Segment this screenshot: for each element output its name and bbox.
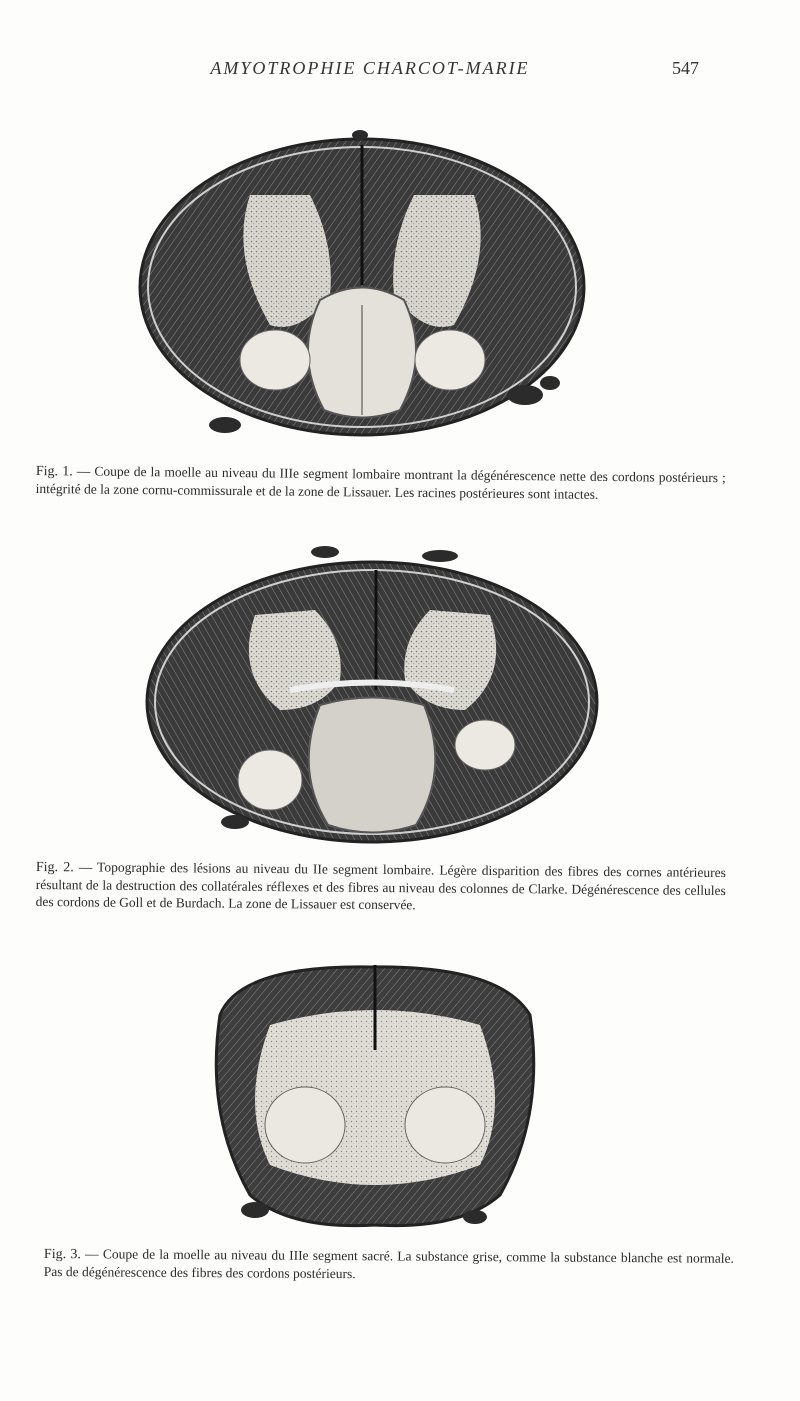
figure-3-label: Fig. 3.: [43, 1247, 82, 1263]
figure-1-label: Fig. 1.: [35, 463, 73, 480]
figure-1-spinal-cord-section: [130, 125, 600, 445]
figure-2-spinal-cord-section: [140, 540, 610, 850]
figure-2-caption-text: Topographie des lésions au niveau du IIe segment lombaire. Légère disparition des fibres des cornes antérieures résultant de la destruction des collatérales réflexes et des fibres au niveau des colonnes de Clarke. Dégénérescence des cellules des cordons de Goll et de Burdach. La zone de Lissauer est conservée.: [35, 859, 726, 913]
figure-2-label: Fig. 2.: [35, 859, 74, 876]
figure-1-caption: Fig. 1. — Coupe de la moelle au niveau du IIIe segment lombaire montrant la dégénérescence nette des cordons postérieurs ; intégrité de la zone cornu-commissurale et de la zone de Lissauer. Les racines postérieures sont intactes.: [35, 463, 726, 502]
page-number: 547: [672, 58, 699, 78]
running-title: AMYOTROPHIE CHARCOT-MARIE: [210, 58, 530, 78]
figure-3-spinal-cord-section: [200, 955, 550, 1235]
figure-1-caption-text: Coupe de la moelle au niveau du IIIe segment lombaire montrant la dégénérescence nette des cordons postérieurs ; intégrité de la zone cornu-commissurale et de la zone de Lissauer. Les racines postérieures sont intactes.: [35, 463, 726, 502]
figure-2-caption: Fig. 2. — Topographie des lésions au niveau du IIe segment lombaire. Légère disparition des fibres des cornes antérieures résultant de la destruction des collatérales réflexes et des fibres au niveau des colonnes de Clarke. Dégénérescence des cellules des cordons de Goll et de Burdach. La zone de Lissauer est conservée.: [35, 859, 726, 913]
figure-3-caption: Fig. 3. — Coupe de la moelle au niveau du IIIe segment sacré. La substance grise, comme la substance blanche est normale. Pas de dégénérescence des fibres des cordons postérieurs.: [43, 1246, 734, 1282]
figure-3-caption-text: Coupe de la moelle au niveau du IIIe segment sacré. La substance grise, comme la substance blanche est normale. Pas de dégénérescence des fibres des cordons postérieurs.: [43, 1246, 734, 1282]
